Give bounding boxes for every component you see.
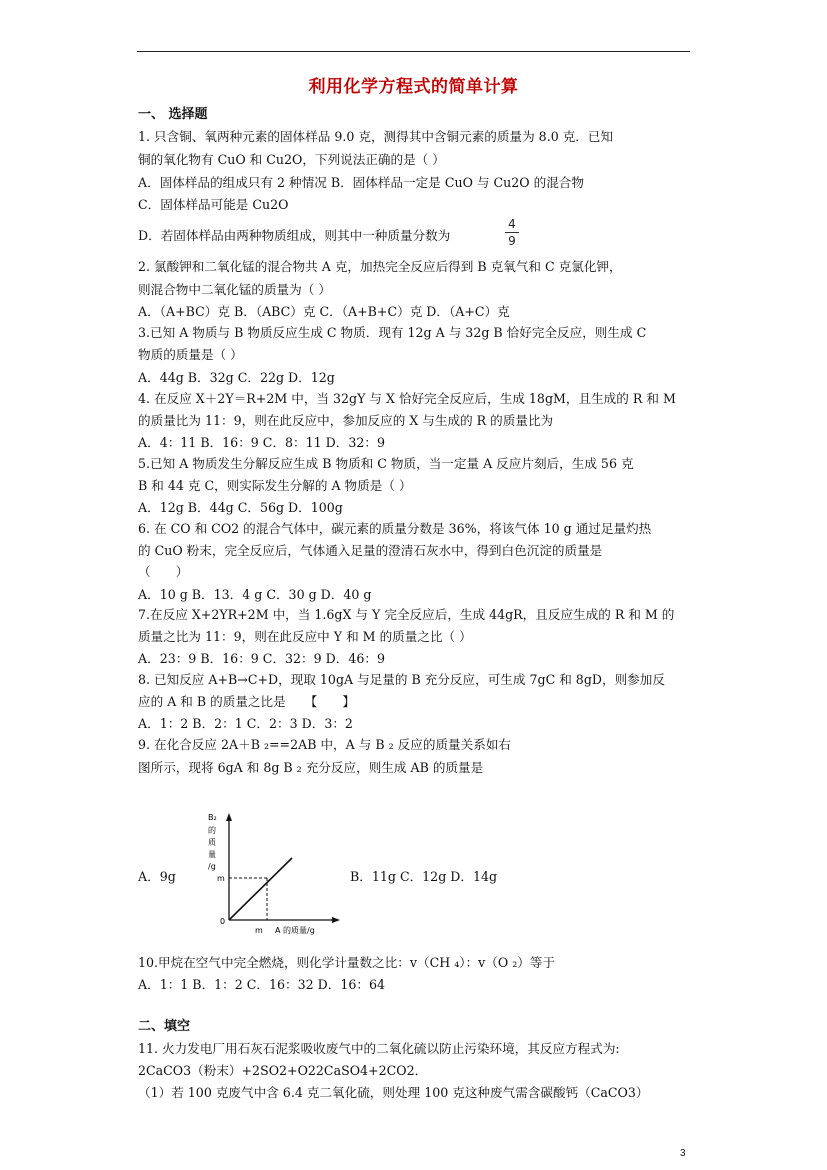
q3-line-1: 3.已知 A 物质与 B 物质反应生成 C 物质．现有 12g A 与 32g B 恰好完全反应，则生成 C bbox=[138, 325, 647, 340]
q9-options-bcd: B．11g C．12g D．14g bbox=[350, 869, 498, 884]
q2-options: A．（A+BC）克 B．（ABC）克 C．（A+B+C）克 D．（A+C）克 bbox=[138, 304, 510, 319]
q1-options-ab: A．固体样品的组成只有 2 种情况 B．固体样品一定是 CuO 与 Cu2O 的混合物 bbox=[138, 175, 584, 190]
fraction-denominator: 9 bbox=[508, 234, 516, 248]
q11-part-1: （1）若 100 克废气中含 6.4 克二氧化硫，则处理 100 克这种废气需含碳酸钙（CaCO3） bbox=[138, 1085, 649, 1100]
mass-relation-graph bbox=[195, 808, 345, 942]
q2-line-1: 2. 氯酸钾和二氧化锰的混合物共 A 克，加热完全反应后得到 B 克氧气和 C 克氯化钾， bbox=[138, 259, 622, 274]
q6-options: A．10 g B．13．4 g C．30 g D．40 g bbox=[138, 587, 372, 602]
q1-line-1: 1. 只含铜、氧两种元素的固体样品 9.0 克，测得其中含铜元素的质量为 8.0 克．已知 bbox=[138, 129, 614, 144]
q4-line-2: 的质量比为 11：9，则在此反应中，参加反应的 X 与生成的 R 的质量比为 bbox=[138, 413, 554, 428]
header-rule bbox=[137, 51, 690, 52]
origin-label: 0 bbox=[220, 917, 226, 926]
q3-options: A．44g B．32g C．22g D．12g bbox=[138, 370, 335, 385]
section-heading-fill: 二、填空 bbox=[138, 1019, 191, 1034]
q1-option-d: D．若固体样品由两种物质组成，则其中一种质量分数为 bbox=[138, 228, 451, 243]
q6-line-3: （ ） bbox=[138, 564, 189, 579]
q2-line-2: 则混合物中二氧化锰的质量为（ ） bbox=[138, 282, 331, 297]
q9-line-1: 9. 在化合反应 2A＋B ₂==2AB 中，A 与 B ₂ 反应的质量关系如右 bbox=[138, 737, 512, 752]
fraction-four-ninths bbox=[505, 217, 519, 248]
q4-options: A．4：11 B．16：9 C．8：11 D．32：9 bbox=[138, 435, 385, 450]
page-title: 利用化学方程式的简单计算 bbox=[308, 77, 519, 97]
q7-line-1: 7.在反应 X+2YR+2M 中，当 1.6gX 与 Y 完全反应后，生成 44gR，且反应生成的 R 和 M 的 bbox=[138, 607, 675, 622]
q8-options: A．1：2 B．2：1 C．2：3 D．3：2 bbox=[138, 716, 353, 731]
q1-line-2: 铜的氧化物有 CuO 和 Cu2O，下列说法正确的是（ ） bbox=[138, 152, 445, 167]
section-heading-choice: 一、 选择题 bbox=[138, 107, 208, 122]
fraction-numerator: 4 bbox=[508, 217, 516, 231]
q6-line-1: 6. 在 CO 和 CO2 的混合气体中，碳元素的质量分数是 36%，将该气体 10 g 通过足量灼热 bbox=[138, 521, 652, 536]
page-number: 3 bbox=[680, 1148, 686, 1159]
q11-line-1: 11. 火力发电厂用石灰石泥浆吸收废气中的二氧化硫以防止污染环境，其反应方程式为: bbox=[138, 1041, 620, 1056]
q8-line-1: 8. 已知反应 A+B→C+D，现取 10gA 与足量的 B 充分反应，可生成 7gC 和 8gD，则参加反 bbox=[138, 672, 665, 687]
y-axis-arrow bbox=[226, 813, 232, 821]
y-label-1: B₂ bbox=[208, 813, 217, 822]
q4-line-1: 4. 在反应 X＋2Y＝R+2M 中，当 32gY 与 X 恰好完全反应后，生成 18gM，且生成的 R 和 M bbox=[138, 391, 676, 406]
q10-options: A．1：1 B．1：2 C．16：32 D．16：64 bbox=[138, 977, 385, 992]
q9-line-2: 图所示，现将 6gA 和 8g B ₂ 充分反应，则生成 AB 的质量是 bbox=[138, 760, 484, 775]
q7-options: A．23：9 B．16：9 C．32：9 D．46：9 bbox=[138, 651, 385, 666]
q5-line-2: B 和 44 克 C，则实际发生分解的 A 物质是（ ） bbox=[138, 478, 412, 493]
q1-option-c: C．固体样品可能是 Cu2O bbox=[138, 197, 289, 212]
fraction-bar bbox=[505, 232, 519, 233]
y-tick-m: m bbox=[217, 874, 225, 883]
q10-line-1: 10.甲烷在空气中完全燃烧，则化学计量数之比：v（CH ₄）：v（O ₂）等于 bbox=[138, 955, 556, 970]
x-tick-m: m bbox=[255, 926, 263, 935]
y-label-2: 的 bbox=[208, 826, 216, 835]
y-label-5: /g bbox=[208, 862, 216, 871]
y-label-3: 质 bbox=[208, 838, 216, 847]
x-axis-arrow bbox=[332, 917, 340, 923]
q8-line-2: 应的 A 和 B 的质量之比是 【 】 bbox=[138, 694, 355, 709]
q11-equation: 2CaCO3（粉末）+2SO2+O22CaSO4+2CO2． bbox=[138, 1063, 428, 1078]
q5-line-1: 5.已知 A 物质发生分解反应生成 B 物质和 C 物质，当一定量 A 反应片刻后，生成 56 克 bbox=[138, 456, 634, 471]
q3-line-2: 物质的质量是（ ） bbox=[138, 347, 243, 362]
q6-line-2: 的 CuO 粉末，完全反应后，气体通入足量的澄清石灰水中，得到白色沉淀的质量是 bbox=[138, 543, 603, 558]
q7-line-2: 质量之比为 11：9，则在此反应中 Y 和 M 的质量之比（ ） bbox=[138, 629, 472, 644]
q9-option-a: A．9g bbox=[138, 869, 176, 884]
q5-options: A．12g B．44g C．56g D．100g bbox=[138, 500, 343, 515]
x-axis-label: A 的质量/g bbox=[275, 926, 315, 935]
y-label-4: 量 bbox=[208, 850, 216, 859]
mass-relation-line bbox=[229, 858, 292, 920]
